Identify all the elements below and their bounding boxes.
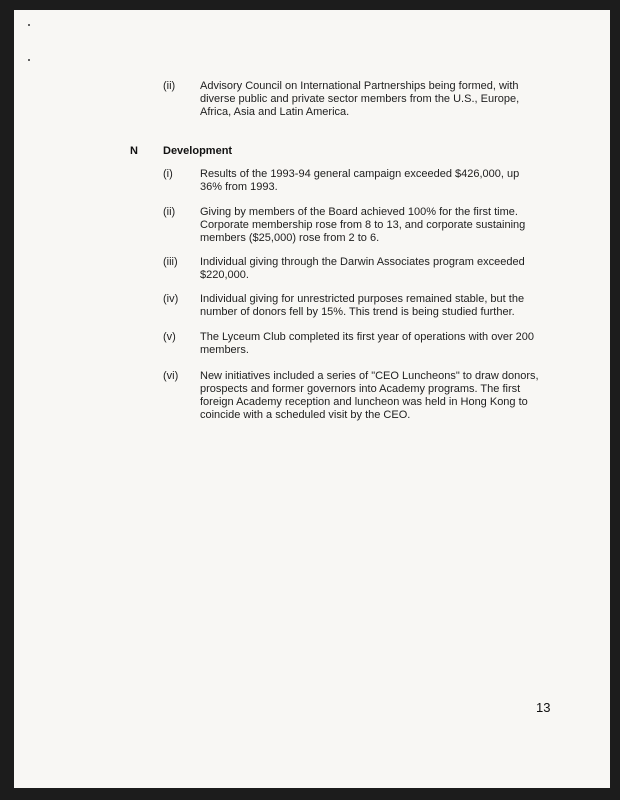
item-text: The Lyceum Club completed its first year of operations with over 200 members.: [200, 331, 535, 356]
section-letter: N: [130, 145, 138, 157]
item-number: (iv): [163, 293, 179, 305]
item-number: (iii): [163, 256, 178, 268]
document-page: [14, 10, 610, 788]
scan-speck: [28, 24, 30, 26]
item-number: (ii): [163, 206, 176, 218]
item-text: Giving by members of the Board achieved 100% for the first time. Corporate membership rose from 8 to 13, and corporate sustaining members ($25,000) rose from 2 to 6.: [200, 206, 526, 244]
scan-speck: [28, 59, 30, 61]
item-text: Individual giving through the Darwin Associates program exceeded $220,000.: [200, 256, 525, 281]
item-text: Results of the 1993-94 general campaign exceeded $426,000, up 36% from 1993.: [200, 168, 520, 193]
item-number: (ii): [163, 80, 176, 92]
item-number: (v): [163, 331, 176, 343]
item-text: New initiatives included a series of "CEO Luncheons" to draw donors, prospects and former governors into Academy programs. The first foreign Academy reception and luncheon was held in Hong Kong to coincide with a scheduled visit by the CEO.: [200, 370, 539, 421]
item-number: (i): [163, 168, 173, 180]
page-number: 13: [536, 700, 551, 715]
item-text: Individual giving for unrestricted purposes remained stable, but the number of donors fell by 15%. This trend is being studied further.: [200, 293, 525, 318]
item-text: Advisory Council on International Partnerships being formed, with diverse public and private sector members from the U.S., Europe, Africa, Asia and Latin America.: [200, 80, 520, 118]
item-number: (vi): [163, 370, 179, 382]
section-heading: Development: [163, 145, 233, 157]
